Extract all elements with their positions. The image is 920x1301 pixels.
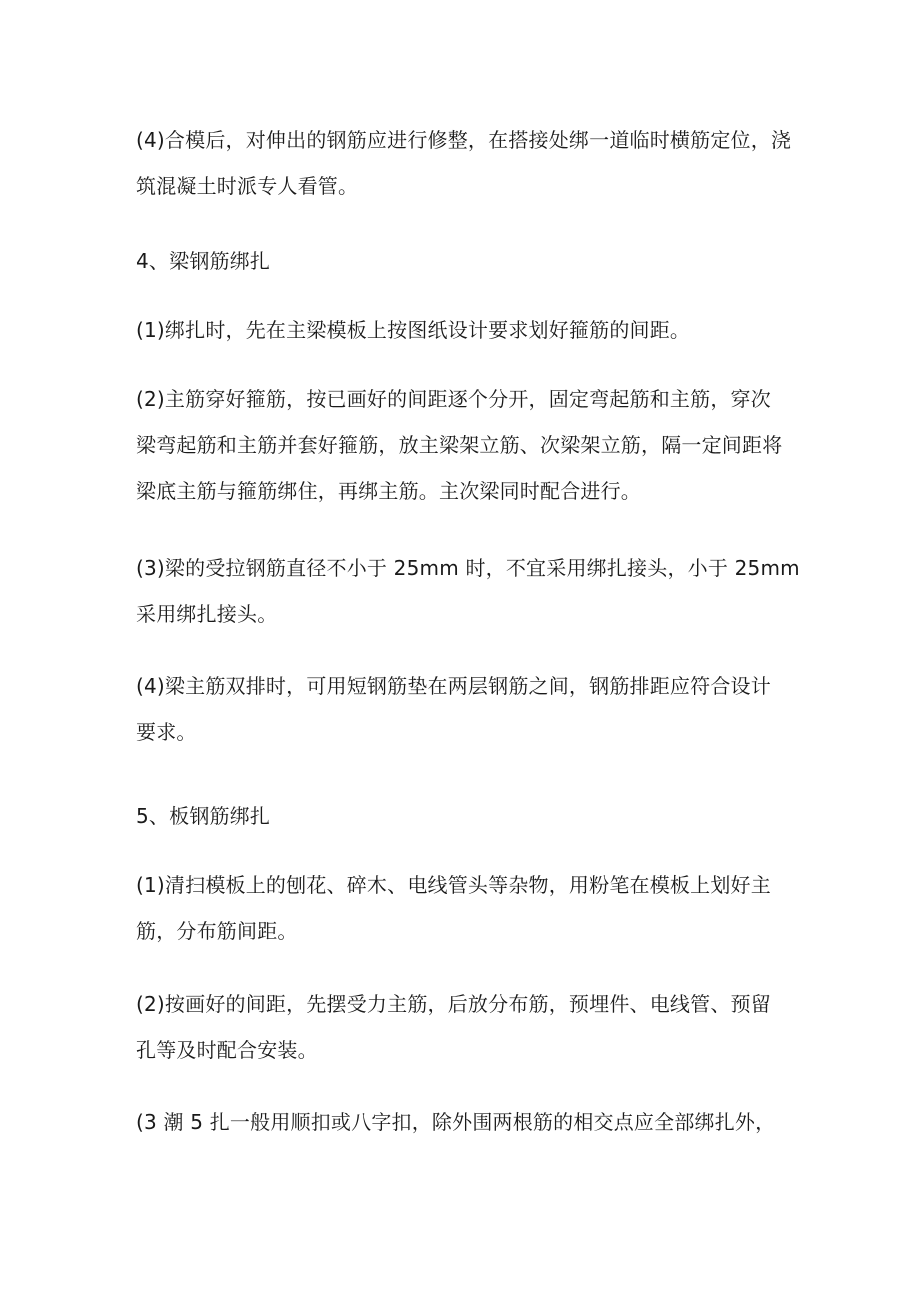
paragraph-slab-3: [136, 1099, 796, 1145]
paragraph-beam-2: [136, 376, 796, 514]
paragraph-beam-4: [136, 663, 796, 755]
text-line: (2)主筋穿好箍筋，按已画好的间距逐个分开，固定弯起筋和主筋，穿次: [136, 387, 771, 411]
text-line: 梁弯起筋和主筋并套好箍筋，放主梁架立筋、次梁架立筋，隔一定间距将: [136, 433, 783, 457]
text-line: (1)清扫模板上的刨花、碎木、电线管头等杂物，用粉笔在模板上划好主: [136, 873, 771, 897]
text-line: (1)绑扎时，先在主梁模板上按图纸设计要求划好箍筋的间距。: [136, 318, 691, 342]
text-line: (4)合模后，对伸出的钢筋应进行修整，在搭接处绑一道临时横筋定位，浇: [136, 128, 792, 152]
paragraph-formwork-4: [136, 117, 796, 209]
paragraph-slab-2: [136, 981, 796, 1073]
text-line: (3 潮 5 扎一般用顺扣或八字扣，除外围两根筋的相交点应全部绑扎外，: [136, 1110, 776, 1134]
text-line: 要求。: [136, 720, 197, 744]
section-heading-beam: [136, 238, 796, 284]
paragraph-beam-3: [136, 545, 800, 637]
text-line: 采用绑扎接头。: [136, 602, 278, 626]
text-line: 筑混凝土时派专人看管。: [136, 174, 359, 198]
text-line: (4)梁主筋双排时，可用短钢筋垫在两层钢筋之间，钢筋排距应符合设计: [136, 674, 771, 698]
section-heading-slab: [136, 793, 796, 839]
text-line: (3)梁的受拉钢筋直径不小于 25mm 时，不宜采用绑扎接头，小于 25mm: [136, 556, 800, 580]
heading-text: 5、板钢筋绑扎: [136, 804, 271, 828]
text-line: 孔等及时配合安装。: [136, 1038, 318, 1062]
text-line: 梁底主筋与箍筋绑住，再绑主筋。主次梁同时配合进行。: [136, 479, 641, 503]
paragraph-beam-1: [136, 307, 796, 353]
text-line: 筋，分布筋间距。: [136, 919, 298, 943]
text-line: (2)按画好的间距，先摆受力主筋，后放分布筋，预埋件、电线管、预留: [136, 992, 771, 1016]
heading-text: 4、梁钢筋绑扎: [136, 249, 271, 273]
paragraph-slab-1: [136, 862, 796, 954]
